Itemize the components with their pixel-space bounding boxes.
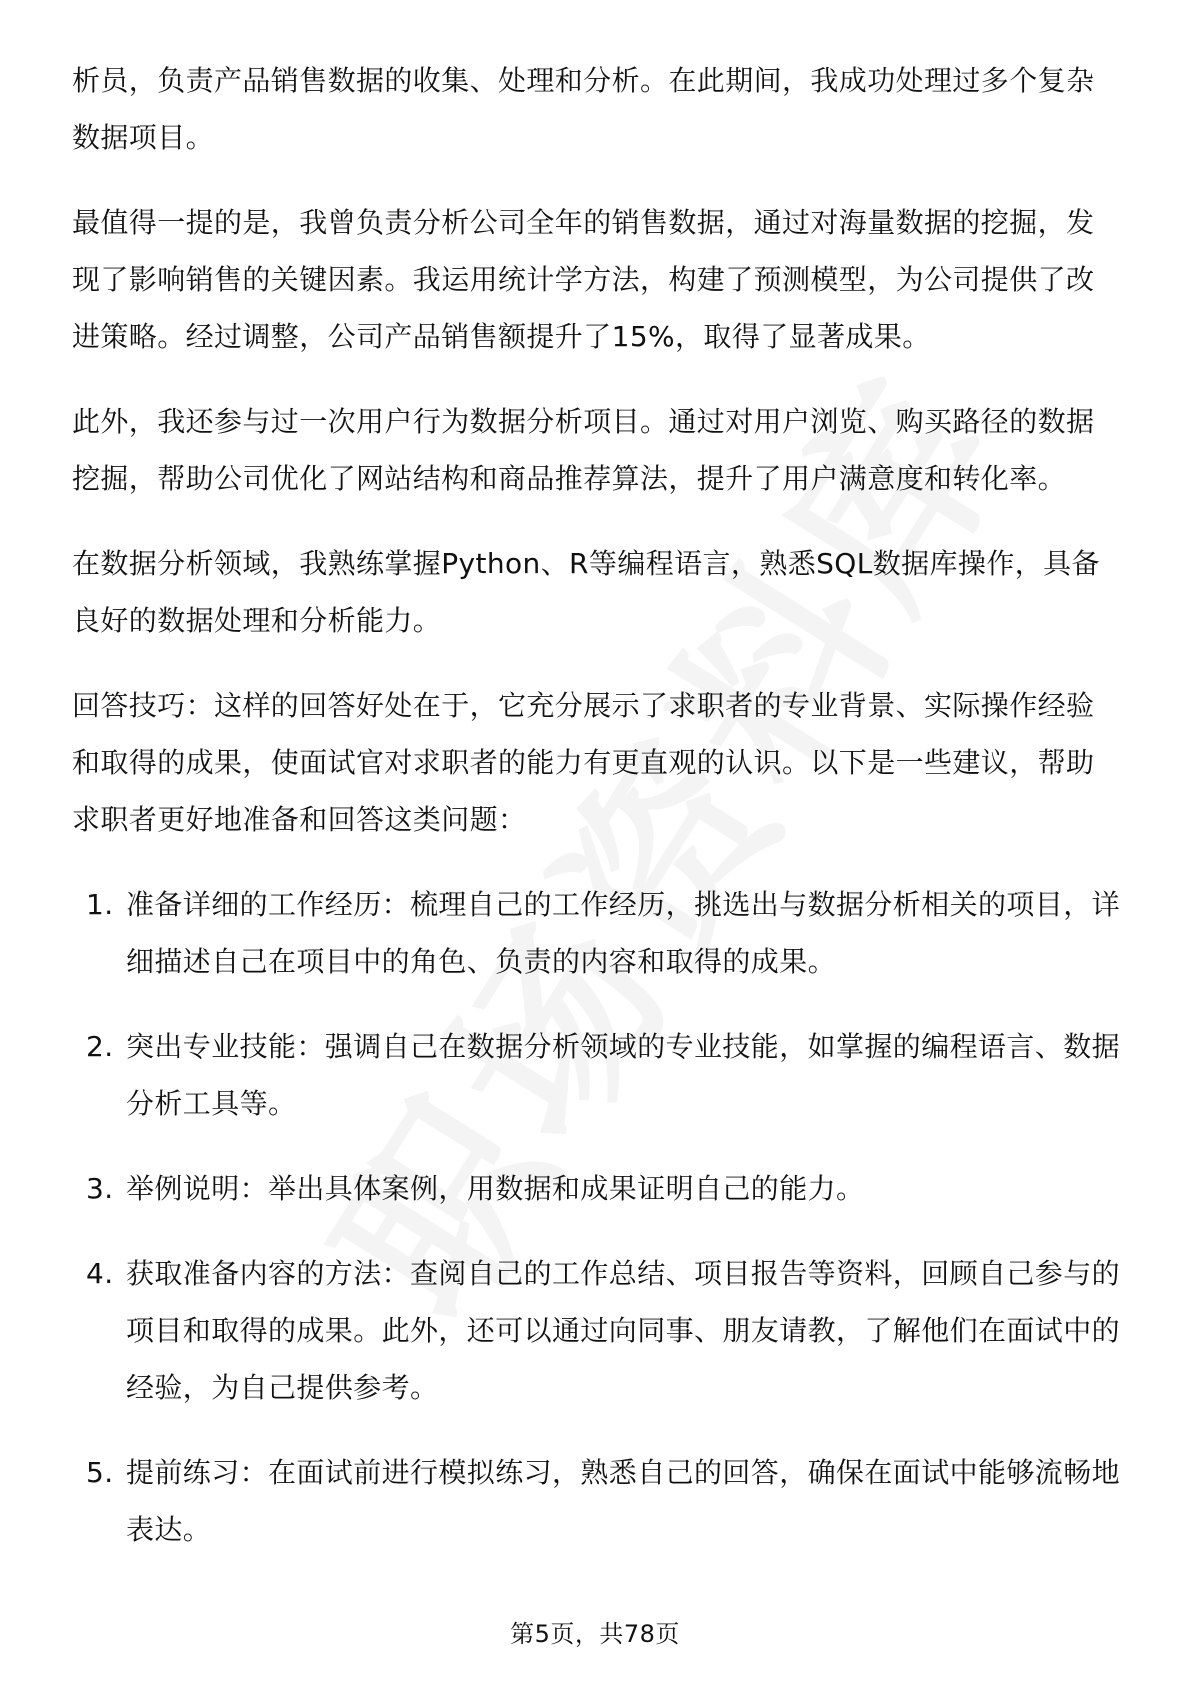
- list-text: 举例说明：举出具体案例，用数据和成果证明自己的能力。: [126, 1172, 865, 1205]
- paragraph: 回答技巧：这样的回答好处在于，它充分展示了求职者的专业背景、实际操作经验和取得的成果，使面试官对求职者的能力有更直观的认识。以下是一些建议，帮助求职者更好地准备和回答这类问题：: [72, 689, 1095, 836]
- paragraph: 最值得一提的是，我曾负责分析公司全年的销售数据，通过对海量数据的挖掘，发现了影响销售的关键因素。我运用统计学方法，构建了预测模型，为公司提供了改进策略。经过调整，公司产品销售额提升了15%，取得了显著成果。: [72, 206, 1095, 353]
- list-text: 获取准备内容的方法：查阅自己的工作总结、项目报告等资料，回顾自己参与的项目和取得的成果。此外，还可以通过向同事、朋友请教，了解他们在面试中的经验，为自己提供参考。: [126, 1257, 1121, 1404]
- list-text: 准备详细的工作经历：梳理自己的工作经历，挑选出与数据分析相关的项目，详细描述自己在项目中的角色、负责的内容和取得的成果。: [126, 888, 1121, 978]
- list-number: 5.: [86, 1456, 114, 1489]
- list-item: [72, 876, 1122, 990]
- list-number: 3.: [86, 1172, 114, 1205]
- list-item: [72, 1160, 1122, 1217]
- paragraph: 析员，负责产品销售数据的收集、处理和分析。在此期间，我成功处理过多个复杂数据项目。: [72, 64, 1095, 154]
- list-item: [72, 1018, 1122, 1132]
- list-text: 突出专业技能：强调自己在数据分析领域的专业技能，如掌握的编程语言、数据分析工具等。: [126, 1030, 1121, 1120]
- list-number: 1.: [86, 888, 114, 921]
- list-text: 提前练习：在面试前进行模拟练习，熟悉自己的回答，确保在面试中能够流畅地表达。: [126, 1456, 1121, 1546]
- list-item: [72, 1444, 1122, 1558]
- list-number: 4.: [86, 1257, 114, 1290]
- list-item: [72, 1245, 1122, 1416]
- paragraph: 在数据分析领域，我熟练掌握Python、R等编程语言，熟悉SQL数据库操作，具备良好的数据处理和分析能力。: [72, 547, 1100, 637]
- tips-list: [72, 876, 1122, 1558]
- page-number: 第5页，共78页: [510, 1620, 680, 1648]
- paragraph: 此外，我还参与过一次用户行为数据分析项目。通过对用户浏览、购买路径的数据挖掘，帮助公司优化了网站结构和商品推荐算法，提升了用户满意度和转化率。: [72, 405, 1095, 495]
- document-body: [72, 52, 1122, 1586]
- list-number: 2.: [86, 1030, 114, 1063]
